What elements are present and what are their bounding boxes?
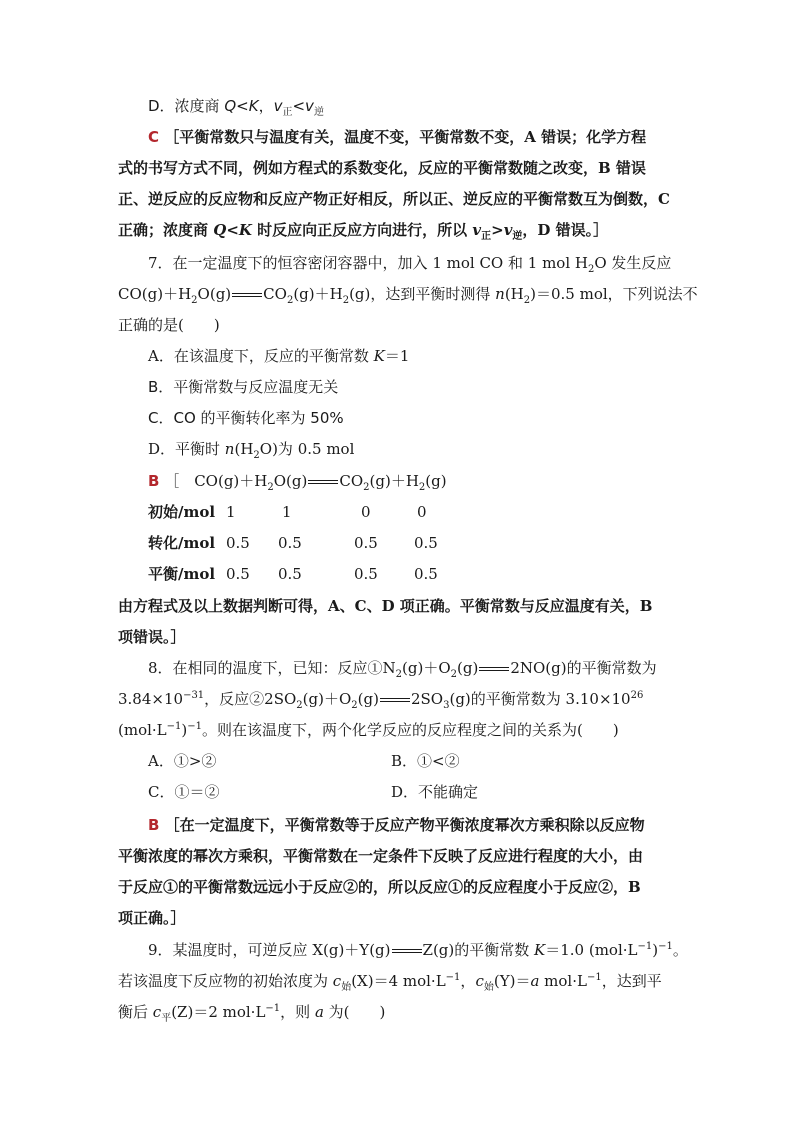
table-row-label: 平衡/mol	[148, 565, 216, 583]
equilibrium-arrow-icon	[479, 667, 509, 671]
equilibrium-arrow-icon	[380, 698, 410, 702]
table-cell: 1	[282, 503, 292, 521]
q6-option-d: D．浓度商 Q<K，$v_正<v_逆$	[148, 97, 324, 118]
q6-answer-line-1: C ［平衡常数只与温度有关，温度不变，平衡常数不变，A 错误；化学方程	[148, 128, 647, 146]
q7-option-c: C．CO 的平衡转化率为 50%	[148, 409, 344, 427]
table-cell: 0.5	[414, 534, 438, 552]
q6-answer-line-2: 式的书写方式不同，例如方程式的系数变化，反应的平衡常数随之改变，B 错误	[118, 159, 646, 177]
q8-stem-line-1: 8．在相同的温度下，已知：反应$①N_2(g)+O_2(g)$ 2NO(g)的平衡常数为	[148, 659, 657, 680]
q7-option-b: B．平衡常数与反应温度无关	[148, 378, 339, 396]
table-cell: 0.5	[354, 565, 378, 583]
table-row-label: 转化/mol	[148, 534, 216, 552]
equilibrium-arrow-icon	[308, 480, 338, 484]
table-cell: 0.5	[278, 565, 302, 583]
table-cell: 0.5	[226, 565, 250, 583]
q8-answer-line-4: 项正确。］	[118, 909, 186, 927]
table-row-label: 初始/mol	[148, 503, 216, 521]
q7-option-a: A．在该温度下，反应的平衡常数 K＝1	[148, 347, 410, 365]
q7-answer-line-1: 由方程式及以上数据判断可得，A、C、D 项正确。平衡常数与反应温度有关，B	[118, 597, 653, 615]
table-cell: 0	[361, 503, 371, 521]
q8-answer-line-3: 于反应①的平衡常数远远小于反应②的，所以反应①的反应程度小于反应②，B	[118, 878, 641, 896]
equilibrium-arrow-icon	[232, 293, 262, 297]
q7-stem-line-2: $CO(g)+H_2O(g)$ $CO_2(g)+H_2(g)$，达到平衡时测得 $n(H_2)=0.5$ mol，下列说法不	[118, 285, 698, 306]
equilibrium-arrow-icon	[392, 949, 422, 953]
q8-stem-line-2: $3.84\times 10^{-31}$，反应$②2SO_2(g)+O_2(g)$ $2SO_3(g)$的平衡常数为 $3.10\times 10^{26}$	[118, 690, 644, 711]
q7-answer-equation: B ［ $CO(g)+H_2O(g)$ $CO_2(g)+H_2(g)$	[148, 472, 447, 493]
q8-answer-line-1: B ［在一定温度下，平衡常数等于反应产物平衡浓度幂次方乘积除以反应物	[148, 816, 645, 834]
q8-option-c: C．①＝②	[148, 783, 220, 801]
q8-answer-line-2: 平衡浓度的幂次方乘积，平衡常数在一定条件下反映了反应进行程度的大小，由	[118, 847, 644, 865]
table-cell: 1	[226, 503, 236, 521]
table-cell: 0.5	[226, 534, 250, 552]
q8-option-b: B．①<②	[391, 752, 460, 770]
table-cell: 0.5	[278, 534, 302, 552]
q6-answer-line-4: 正确；浓度商 Q<K 时反应向正反应方向进行，所以 $v_正>v_逆$，D 错误。］	[118, 221, 609, 242]
q7-option-d: D．平衡时 $n(H_2O)$为 0.5 mol	[148, 440, 355, 461]
q7-stem-line-1: 7．在一定温度下的恒容密闭容器中，加入 1 mol CO 和 1 mol $H_2O$ 发生反应	[148, 254, 672, 275]
table-cell: 0.5	[354, 534, 378, 552]
q6-answer-line-3: 正、逆反应的反应物和反应产物正好相反，所以正、逆反应的平衡常数互为倒数，C	[118, 190, 670, 208]
q9-stem-line-3: 衡后 $c_平(Z)=2$ $mol\cdot L^{-1}$，则 a 为( )	[118, 1003, 386, 1024]
q7-answer-line-2: 项错误。］	[118, 628, 186, 646]
table-cell: 0.5	[414, 565, 438, 583]
q8-option-a: A．①>②	[148, 752, 217, 770]
q8-option-d: D．不能确定	[391, 783, 479, 801]
table-cell: 0	[417, 503, 427, 521]
q9-stem-line-2: 若该温度下反应物的初始浓度为 $c_始(X)=4$ $mol\cdot L^{-1}$，$c_始(Y)=a$ $mol\cdot L^{-1}$，达到平	[118, 972, 662, 993]
q9-stem-line-1: 9．某温度时，可逆反应 X(g)＋Y(g) Z(g)的平衡常数 K＝1.0 $(mol\cdot L^{-1})^{-1}$。	[148, 941, 688, 959]
q8-stem-line-3: $(mol\cdot L^{-1})^{-1}$。则在该温度下，两个化学反应的反应程度之间的关系为( )	[118, 721, 619, 739]
q7-stem-line-3: 正确的是( )	[118, 316, 220, 334]
